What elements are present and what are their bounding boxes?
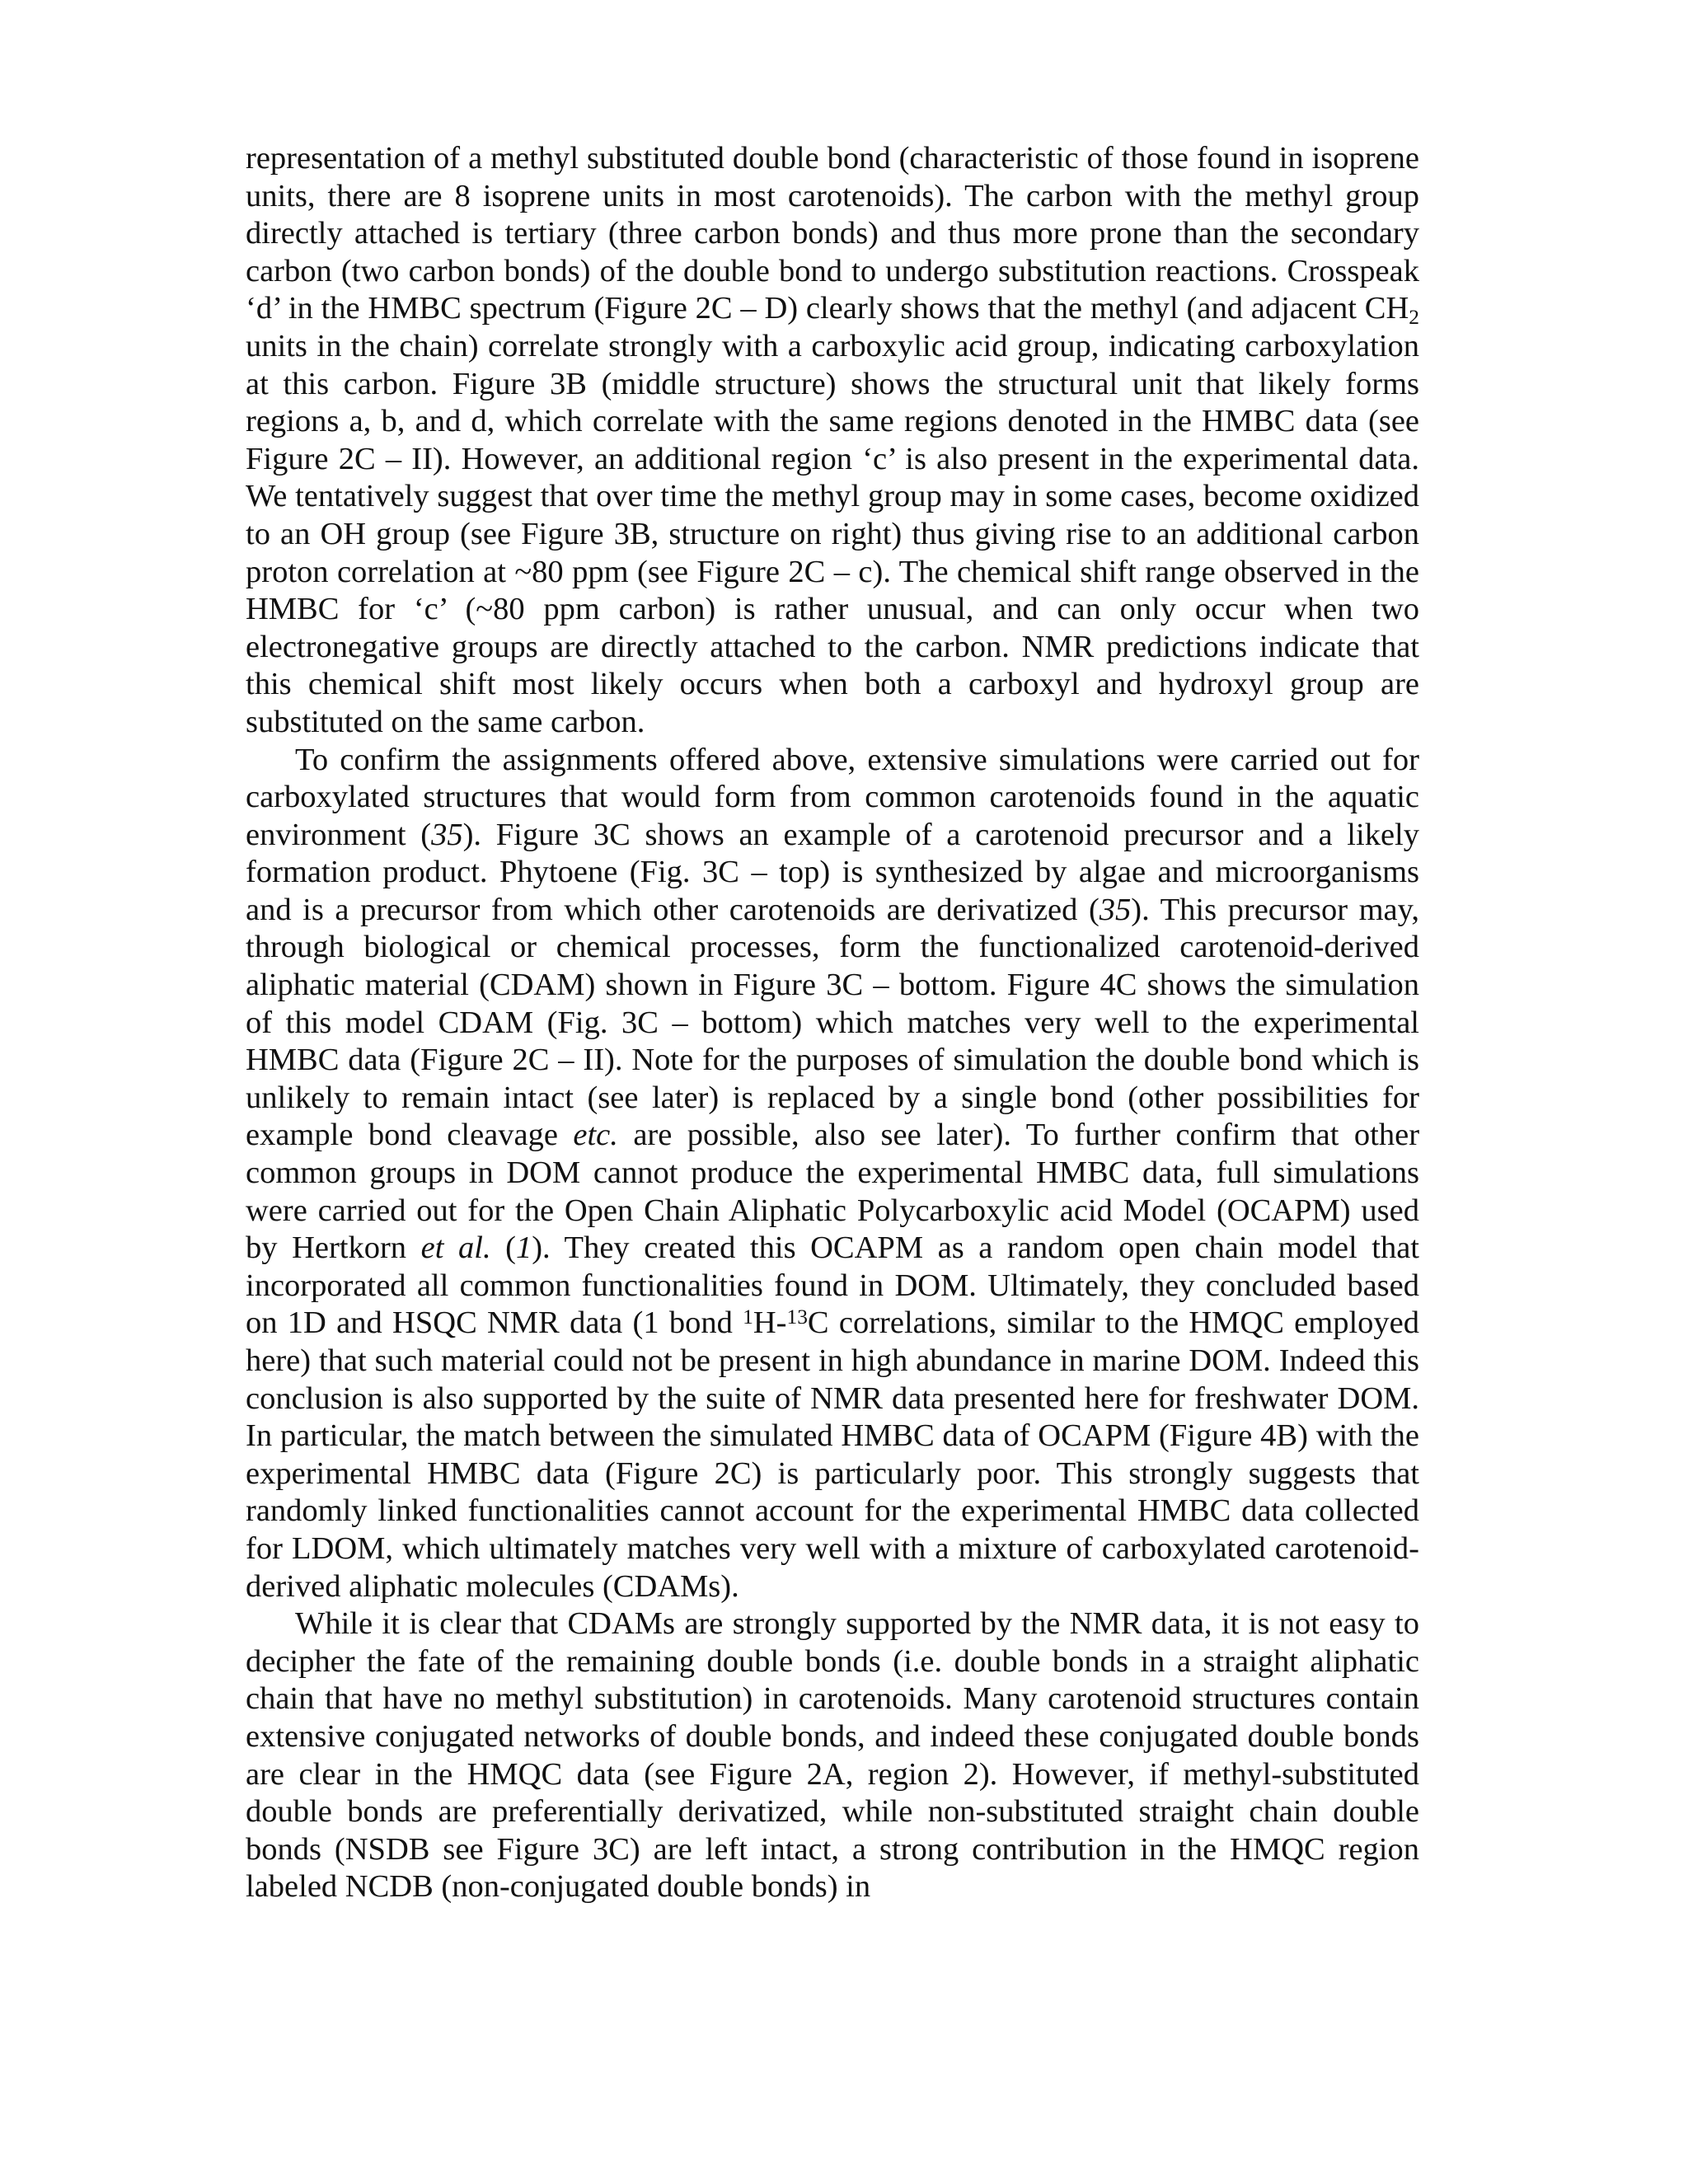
- p2-etc: etc.: [573, 1118, 618, 1153]
- p2-superscript-1: 1: [743, 1305, 753, 1329]
- p2-text-6: ). They created this OCAPM as a random open chain model that incorporated all common functionalities found in DOM. Ultimately, they concluded based on 1D and HSQC NMR data (1 bond: [246, 1230, 1420, 1341]
- p2-superscript-13: 13: [786, 1305, 808, 1329]
- p2-text-3: ). This precursor may, through biological or chemical processes, form the functionalized carotenoid-derived aliphatic material (CDAM) shown in Figure 3C – bottom. Figure 4C shows the simulation of this model CDAM (Fig. 3C – bottom) which matches very well to the experimental HMBC data (Figure 2C – II). Note for the purposes of simulation the double bond which is unlikely to remain intact (see later) is replaced by a single bond (other possibilities for example bond cleavage: [246, 892, 1419, 1153]
- p2-text-4: are possible, also see later). To further confirm that other common groups in DOM cannot produce the experimental HMBC data, full simulations were carried out for the Open Chain Aliphatic Polycarboxylic acid Model (OCAPM) used by Hertkorn: [246, 1118, 1420, 1266]
- paragraph-2: [246, 742, 1419, 1606]
- p2-text-1: To confirm the assignments offered above, extensive simulations were carried out for carboxylated structures that would form from common carotenoids found in the aquatic environment (: [246, 742, 1419, 852]
- p2-text-7: H-: [753, 1305, 787, 1341]
- p2-ref-1: 1: [515, 1230, 532, 1266]
- p1-text-1: representation of a methyl substituted double bond (characteristic of those found in isoprene units, there are 8 isoprene units in most carotenoids). The carbon with the methyl group directly attached is tertiary (three carbon bonds) and thus more prone than the secondary carbon (two carbon bonds) of the double bond to undergo substitution reactions. Crosspeak ‘d’ in the HMBC spectrum (Figure 2C – D) clearly shows that the methyl (and adjacent CH: [246, 141, 1419, 326]
- document-page: [246, 140, 1419, 1906]
- p2-et-al: et al.: [420, 1230, 491, 1266]
- p2-text-2: ). Figure 3C shows an example of a carotenoid precursor and a likely formation product. Phytoene (Fig. 3C – top) is synthesized by algae and microorganisms and is a precursor from which other carotenoids are derivatized (: [246, 817, 1419, 927]
- paragraph-3: [246, 1605, 1419, 1906]
- p2-text-8: C correlations, similar to the HMQC employed here) that such material could not be present in high abundance in marine DOM. Indeed this conclusion is also supported by the suite of NMR data presented here for freshwater DOM. In particular, the match between the simulated HMBC data of OCAPM (Figure 4B) with the experimental HMBC data (Figure 2C) is particularly poor. This strongly suggests that randomly linked functionalities cannot account for the experimental HMBC data collected for LDOM, which ultimately matches very well with a mixture of carboxylated carotenoid-derived aliphatic molecules (CDAMs).: [246, 1305, 1420, 1604]
- p2-ref-35-b: 35: [1099, 892, 1132, 927]
- p3-text-1: While it is clear that CDAMs are strongly supported by the NMR data, it is not easy to decipher the fate of the remaining double bonds (i.e. double bonds in a straight aliphatic chain that have no methyl substitution) in carotenoids. Many carotenoid structures contain extensive conjugated networks of double bonds, and indeed these conjugated double bonds are clear in the HMQC data (see Figure 2A, region 2). However, if methyl-substituted double bonds are preferentially derivatized, while non-substituted straight chain double bonds (NSDB see Figure 3C) are left intact, a strong contribution in the HMQC region labeled NCDB (non-conjugated double bonds) in: [246, 1606, 1419, 1905]
- p1-subscript: 2: [1409, 306, 1419, 330]
- p2-ref-35-a: 35: [431, 817, 463, 852]
- paragraph-1: [246, 140, 1419, 742]
- p2-text-5: (: [490, 1230, 516, 1266]
- p1-text-2: units in the chain) correlate strongly with a carboxylic acid group, indicating carboxylation at this carbon. Figure 3B (middle structure) shows the structural unit that likely forms regions a, b, and d, which correlate with the same regions denoted in the HMBC data (see Figure 2C – II). However, an additional region ‘c’ is also present in the experimental data. We tentatively suggest that over time the methyl group may in some cases, become oxidized to an OH group (see Figure 3B, structure on right) thus giving rise to an additional carbon proton correlation at ~80 ppm (see Figure 2C – c). The chemical shift range observed in the HMBC for ‘c’ (~80 ppm carbon) is rather unusual, and can only occur when two electronegative groups are directly attached to the carbon. NMR predictions indicate that this chemical shift most likely occurs when both a carboxyl and hydroxyl group are substituted on the same carbon.: [246, 328, 1419, 739]
